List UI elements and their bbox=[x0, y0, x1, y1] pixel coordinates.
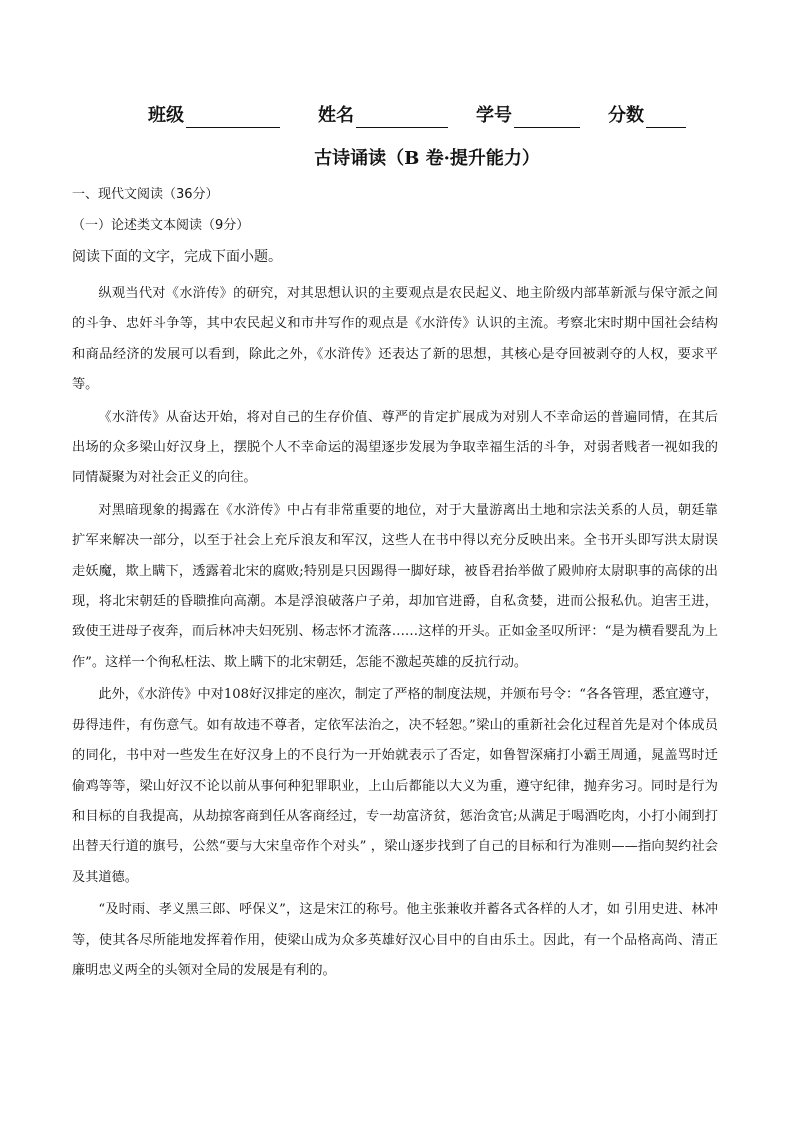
name-label: 姓名 bbox=[318, 105, 354, 126]
passage-paragraph-2: 《水浒传》从奋达开始，将对自己的生存价值、尊严的肯定扩展成为对别人不幸命运的普遍同情，在其后出场的众多梁山好汉身上，摆脱个人不幸命运的渴望逐步发展为争取幸福生活的斗争，对弱者贱者一视如我的同情凝聚为对社会正义的向往。 bbox=[72, 409, 718, 486]
student-id-label: 学号 bbox=[476, 105, 512, 126]
class-field bbox=[148, 104, 280, 128]
passage-paragraph-1: 纵观当代对《水浒传》的研究，对其思想认识的主要观点是农民起义、地主阶级内部革新派与保守派之间的斗争、忠奸斗争等，其中农民起义和市井写作的观点是《水浒传》认识的主流。考察北宋时期中国社会结构和商品经济的发展可以看到，除此之外，《水浒传》还表达了新的思想，其核心是夺回被剥夺的人权，要求平等。 bbox=[72, 286, 718, 393]
name-blank[interactable] bbox=[356, 107, 448, 128]
score-blank[interactable] bbox=[646, 107, 686, 128]
passage-paragraph-5: “及时雨、孝义黑三郎、呼保义”，这是宋江的称号。他主张兼收并蓄各式各样的人才，如 引用史进、林冲等，使其各尽所能地发挥着作用，使梁山成为众多英雄好汉心目中的自由乐土。因此，有一个品格高尚、清正廉明忠义两全的头领对全局的发展是有利的。 bbox=[72, 902, 718, 978]
instruction-text: 阅读下面的文字，完成下面小题。 bbox=[72, 249, 282, 265]
page-title: 古诗诵读（B 卷·提升能力） bbox=[314, 148, 540, 169]
score-label: 分数 bbox=[608, 105, 644, 126]
passage-paragraph-4: 此外，《水浒传》中对108好汉排定的座次，制定了严格的制度法规，并颁布号令：“各各管理，悉宜遵守，毋得违件，有伤意气。如有故违不尊者，定依军法治之，决不轻恕。”梁山的重新社会化过程首先是对个体成员的同化，书中对一些发生在好汉身上的不良行为一开始就表示了否定，如鲁智深痛打小霸王周通，晁盖骂时迁偷鸡等等，梁山好汉不论以前从事何种犯罪职业，上山后都能以大义为重，遵守纪律，抛弃劣习。同时是行为和目标的自我提高，从劫掠客商到任从客商经过，专一劫富济贫，惩治贪官;从满足于喝酒吃肉，小打小闹到打出替天行道的旗号，公然“要与大宋皇帝作个对头” ，梁山逐步找到了自己的目标和行为准则——指向契约社会及其道德。 bbox=[72, 687, 718, 885]
section-heading: 一、现代文阅读（36分） bbox=[72, 187, 219, 202]
score-field bbox=[608, 104, 686, 128]
student-info-line bbox=[148, 104, 688, 128]
student-id-field bbox=[476, 104, 580, 128]
reading-passage bbox=[72, 279, 718, 988]
class-label: 班级 bbox=[148, 105, 184, 126]
student-id-blank[interactable] bbox=[514, 107, 580, 128]
class-blank[interactable] bbox=[186, 107, 280, 128]
subsection-heading: （一）论述类文本阅读（9分） bbox=[72, 218, 250, 233]
passage-paragraph-3: 对黑暗现象的揭露在《水浒传》中占有非常重要的地位，对于大量游离出土地和宗法关系的人员，朝廷靠扩军来解决一部分，以至于社会上充斥浪友和军汉，这些人在书中得以充分反映出来。全书开头即写洪太尉误走妖魔，欺上瞒下，透露着北宋的腐败;特别是只因踢得一脚好球，被昏君抬举做了殿帅府太尉职事的高俅的出现，将北宋朝廷的昏聩推向高潮。本是浮浪破落户子弟，却加官进爵，自私贪婪，进而公报私仇。迫害王进，致使王进母子夜奔，而后林冲夫妇死别、杨志怀才流落……这样的开头。正如金圣叹所评：“是为横看婴乱为上作”。这样一个徇私枉法、欺上瞒下的北宋朝廷，怎能不激起英雄的反抗行动。 bbox=[72, 502, 718, 670]
name-field bbox=[318, 104, 448, 128]
